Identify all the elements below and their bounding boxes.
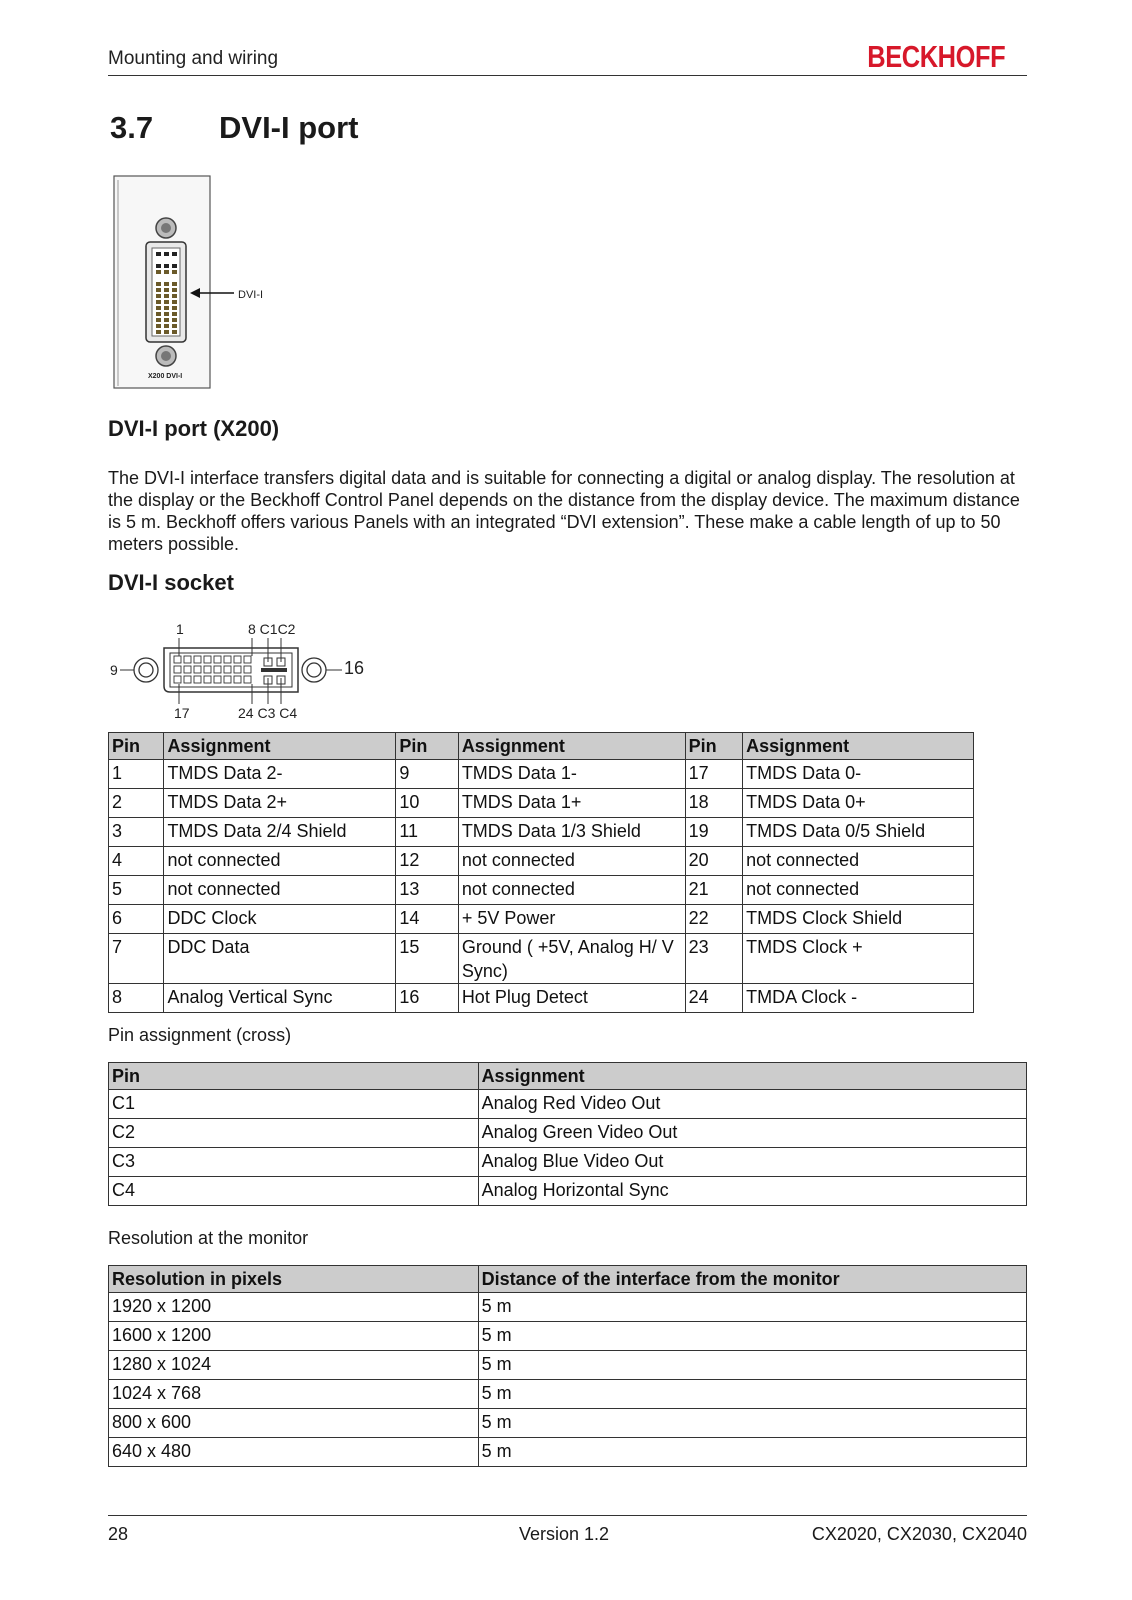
table-cell: Analog Blue Video Out — [478, 1148, 1026, 1177]
table-cell: 17 — [685, 760, 742, 789]
table-cell: 6 — [109, 905, 164, 934]
table-cell: not connected — [458, 876, 685, 905]
resolution-row — [109, 1293, 1027, 1322]
socket-label-top-left: 1 — [176, 621, 184, 637]
port-description: The DVI-I interface transfers digital data and is suitable for connecting a digital or analog display. The resolution at the display or the Beckhoff Control Panel depends on the distance from the display device. The maximum distance is 5 m. Beckhoff offers various Panels with an integrated “DVI extension”. These make a cable length of up to 50 meters possible. — [108, 468, 1020, 554]
table-cell: Analog Red Video Out — [478, 1090, 1026, 1119]
table-cell: 23 — [685, 934, 742, 984]
panel-label: X200 DVI-I — [148, 373, 183, 380]
pin-row — [109, 789, 974, 818]
table-cell: TMDS Data 0+ — [743, 789, 974, 818]
table-cell: 22 — [685, 905, 742, 934]
column-header: Pin — [109, 1063, 479, 1090]
table-cell: C1 — [109, 1090, 479, 1119]
resolution-row — [109, 1322, 1027, 1351]
table-cell: TMDS Data 1/3 Shield — [458, 818, 685, 847]
column-header: Pin — [109, 733, 164, 760]
resolution-row — [109, 1438, 1027, 1467]
cross-row — [109, 1148, 1027, 1177]
resolution-row — [109, 1380, 1027, 1409]
cross-caption: Pin assignment (cross) — [108, 1025, 292, 1045]
table-cell: C2 — [109, 1119, 479, 1148]
column-header: Resolution in pixels — [109, 1266, 479, 1293]
resolution-caption: Resolution at the monitor — [108, 1228, 309, 1248]
column-header: Pin — [685, 733, 742, 760]
table-cell: TMDS Data 0- — [743, 760, 974, 789]
table-cell: 5 — [109, 876, 164, 905]
pin-row — [109, 760, 974, 789]
table-cell: not connected — [458, 847, 685, 876]
port-heading: DVI-I port (X200) — [108, 416, 280, 441]
pin-row — [109, 818, 974, 847]
table-cell: 18 — [685, 789, 742, 818]
page-number: 28 — [108, 1524, 129, 1544]
product-list: CX2020, CX2030, CX2040 — [811, 1524, 1027, 1544]
footer-divider — [108, 1515, 1027, 1516]
section-number: 3.7 — [110, 110, 154, 145]
table-cell: + 5V Power — [458, 905, 685, 934]
pin-row — [109, 984, 974, 1013]
table-cell: 1 — [109, 760, 164, 789]
column-header: Assignment — [743, 733, 974, 760]
table-cell: TMDS Data 2+ — [164, 789, 396, 818]
table-cell: 640 x 480 — [109, 1438, 479, 1467]
pin-row — [109, 905, 974, 934]
table-cell: 11 — [396, 818, 459, 847]
table-cell: 24 — [685, 984, 742, 1013]
table-cell: 1920 x 1200 — [109, 1293, 479, 1322]
column-header: Assignment — [164, 733, 396, 760]
table-cell: TMDS Data 2- — [164, 760, 396, 789]
socket-label-bottom-right: 24 C3 C4 — [238, 705, 298, 721]
pin-row — [109, 876, 974, 905]
resolution-row — [109, 1351, 1027, 1380]
table-cell: 1600 x 1200 — [109, 1322, 479, 1351]
table-cell: 5 m — [478, 1409, 1026, 1438]
table-cell: 7 — [109, 934, 164, 984]
table-cell: 21 — [685, 876, 742, 905]
cross-assignment-table — [108, 1062, 1027, 1206]
socket-heading: DVI-I socket — [108, 570, 234, 595]
table-cell: Analog Horizontal Sync — [478, 1177, 1026, 1206]
dvi-socket-diagram — [108, 618, 388, 730]
header-section-name: Mounting and wiring — [108, 48, 279, 69]
document-version: Version 1.2 — [519, 1524, 610, 1544]
resolution-table — [108, 1265, 1027, 1467]
table-cell: not connected — [164, 847, 396, 876]
table-cell: Ground ( +5V, Analog H/ V Sync) — [458, 934, 685, 984]
table-cell: DDC Data — [164, 934, 396, 984]
table-cell: 1280 x 1024 — [109, 1351, 479, 1380]
beckhoff-logo: BECKHOFF — [867, 39, 1005, 74]
table-cell: not connected — [743, 847, 974, 876]
column-header: Distance of the interface from the monitor — [478, 1266, 1026, 1293]
table-cell: Analog Green Video Out — [478, 1119, 1026, 1148]
table-cell: 800 x 600 — [109, 1409, 479, 1438]
cross-row — [109, 1119, 1027, 1148]
table-cell: 9 — [396, 760, 459, 789]
table-cell: 5 m — [478, 1380, 1026, 1409]
pin-row — [109, 934, 974, 984]
table-cell: C4 — [109, 1177, 479, 1206]
table-cell: TMDS Clock Shield — [743, 905, 974, 934]
table-cell: 2 — [109, 789, 164, 818]
column-header: Assignment — [478, 1063, 1026, 1090]
section-title: DVI-I port — [219, 110, 359, 145]
table-cell: Analog Vertical Sync — [164, 984, 396, 1013]
table-cell: TMDS Data 2/4 Shield — [164, 818, 396, 847]
socket-label-top-right: 8 C1C2 — [248, 621, 296, 637]
resolution-row — [109, 1409, 1027, 1438]
column-header: Pin — [396, 733, 459, 760]
header-divider — [108, 75, 1027, 76]
socket-label-bottom-left: 17 — [174, 705, 190, 721]
table-cell: 5 m — [478, 1438, 1026, 1467]
table-cell: 3 — [109, 818, 164, 847]
table-cell: 8 — [109, 984, 164, 1013]
table-cell: C3 — [109, 1148, 479, 1177]
dvi-arrow-label: DVI-I — [238, 289, 264, 301]
table-cell: 5 m — [478, 1322, 1026, 1351]
table-cell: not connected — [743, 876, 974, 905]
table-cell: TMDS Data 0/5 Shield — [743, 818, 974, 847]
table-cell: 5 m — [478, 1351, 1026, 1380]
table-cell: 20 — [685, 847, 742, 876]
table-cell: 10 — [396, 789, 459, 818]
column-header: Assignment — [458, 733, 685, 760]
table-cell: DDC Clock — [164, 905, 396, 934]
dvi-port-panel-figure — [108, 172, 298, 394]
table-cell: TMDS Data 1- — [458, 760, 685, 789]
table-cell: 1024 x 768 — [109, 1380, 479, 1409]
table-cell: TMDS Data 1+ — [458, 789, 685, 818]
pin-assignment-table — [108, 732, 974, 1013]
socket-label-right: 16 — [344, 658, 365, 678]
table-cell: TMDS Clock + — [743, 934, 974, 984]
cross-row — [109, 1177, 1027, 1206]
table-cell: 13 — [396, 876, 459, 905]
table-cell: TMDA Clock - — [743, 984, 974, 1013]
table-cell: 5 m — [478, 1293, 1026, 1322]
table-cell: Hot Plug Detect — [458, 984, 685, 1013]
socket-label-left: 9 — [110, 662, 118, 678]
cross-row — [109, 1090, 1027, 1119]
table-cell: 14 — [396, 905, 459, 934]
table-cell: 15 — [396, 934, 459, 984]
table-cell: 19 — [685, 818, 742, 847]
table-cell: 16 — [396, 984, 459, 1013]
table-cell: 4 — [109, 847, 164, 876]
table-cell: not connected — [164, 876, 396, 905]
pin-row — [109, 847, 974, 876]
table-cell: 12 — [396, 847, 459, 876]
